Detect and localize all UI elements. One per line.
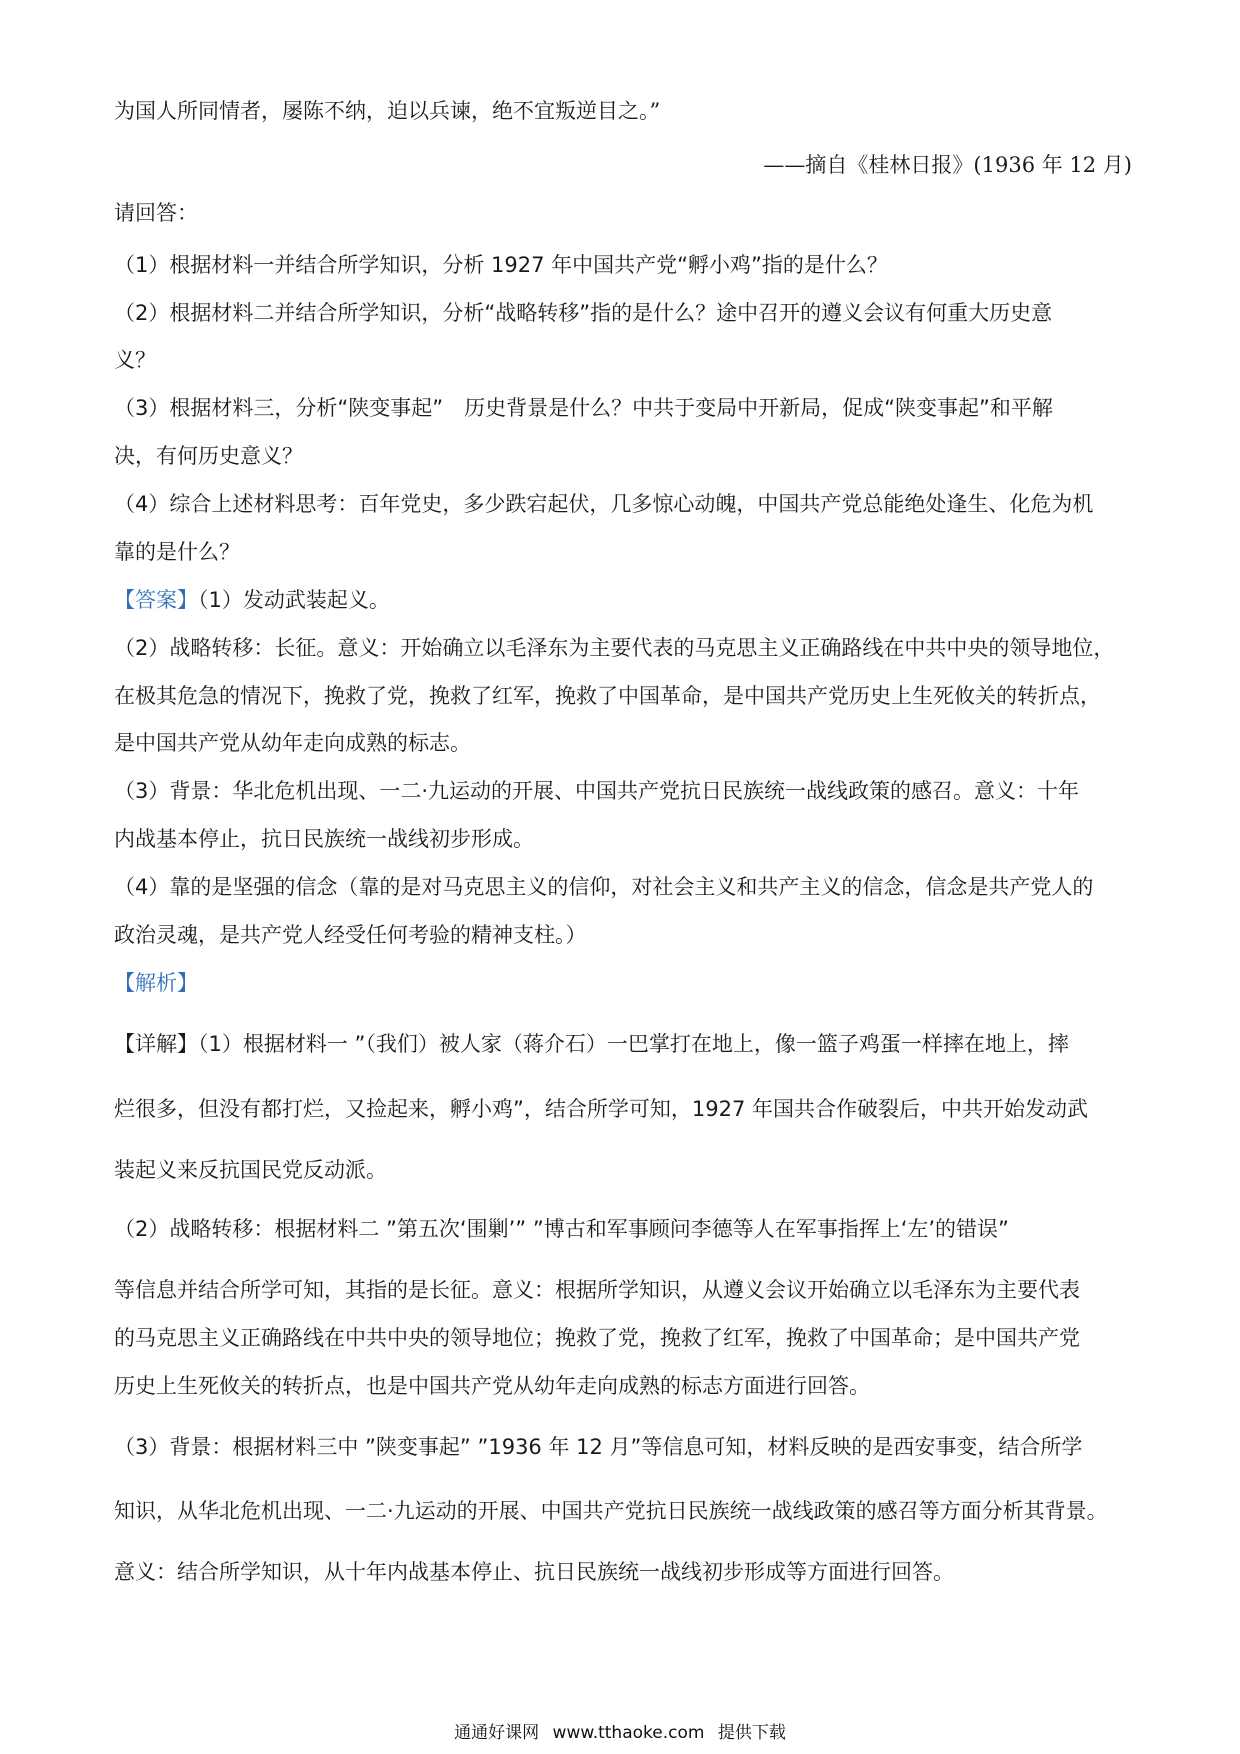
detail-2-line4: 历史上生死攸关的转折点，也是中国共产党从幼年走向成熟的标志方面进行回答。 <box>114 1374 870 1398</box>
detail-1-line3: 装起义来反抗国民党反动派。 <box>114 1158 387 1182</box>
answer-3-line1: （3）背景：华北危机出现、一二·九运动的开展、中国共产党抗日民族统一战线政策的感召。意义：十年 <box>114 779 1080 803</box>
analysis-tag: 【解析】 <box>114 971 198 995</box>
detail-2-line3: 的马克思主义正确路线在中共中央的领导地位；挽救了党，挽救了红军，挽救了中国革命；是中国共产党 <box>114 1326 1080 1350</box>
detail-1-line1 <box>114 1029 1134 1059</box>
question-3-line2: 决，有何历史意义？ <box>114 444 303 468</box>
question-2-line2: 义？ <box>114 348 156 372</box>
footer-site-name: 通通好课网 <box>454 1723 540 1743</box>
material-quote-end: 为国人所同情者，屡陈不纳，迫以兵谏，绝不宜叛逆目之。” <box>114 99 661 123</box>
answer-2-line1: （2）战略转移：长征。意义：开始确立以毛泽东为主要代表的马克思主义正确路线在中共中央的领导地位， <box>114 636 1115 660</box>
detail-2-line1: （2）战略转移：根据材料二 ”第五次‘围剿’” ”博古和军事顾问李德等人在军事指挥上‘左’的错误” <box>114 1217 1009 1241</box>
answer-4-line1: （4）靠的是坚强的信念（靠的是对马克思主义的信仰，对社会主义和共产主义的信念，信念是共产党人的 <box>114 875 1094 899</box>
answer-1: （1）发动武装起义。 <box>198 588 390 612</box>
question-4-line2: 靠的是什么？ <box>114 540 240 564</box>
answer-3-line2: 内战基本停止，抗日民族统一战线初步形成。 <box>114 827 534 851</box>
detail-2-line2: 等信息并结合所学可知，其指的是长征。意义：根据所学知识，从遵义会议开始确立以毛泽东为主要代表 <box>114 1278 1080 1302</box>
page-footer <box>0 1722 1240 1744</box>
detail-3-line2: 知识，从华北危机出现、一二·九运动的开展、中国共产党抗日民族统一战线政策的感召等方面分析其背景。 <box>114 1499 1108 1523</box>
question-1: （1）根据材料一并结合所学知识，分析 1927 年中国共产党“孵小鸡”指的是什么？ <box>114 253 888 277</box>
detail-1-text: （1）根据材料一 ”（我们）被人家（蒋介石）一巴掌打在地上，像一篮子鸡蛋一样摔在地上，摔 <box>198 1032 1069 1056</box>
answer-tag: 【答案】 <box>114 588 198 612</box>
question-2-line1: （2）根据材料二并结合所学知识，分析“战略转移”指的是什么？途中召开的遵义会议有何重大历史意 <box>114 301 1053 325</box>
answer-2-line2: 在极其危急的情况下，挽救了党，挽救了红军，挽救了中国革命，是中国共产党历史上生死攸关的转折点， <box>114 684 1101 708</box>
detail-3-line1: （3）背景：根据材料三中 ”陕变事起” ”1936 年 12 月”等信息可知，材料反映的是西安事变，结合所学 <box>114 1435 1083 1459</box>
footer-note: 提供下载 <box>717 1723 786 1743</box>
footer-url[interactable]: www.tthaoke.com <box>552 1723 705 1743</box>
detail-1-line2: 烂很多，但没有都打烂，又捡起来，孵小鸡”，结合所学可知，1927 年国共合作破裂后，中共开始发动武 <box>114 1097 1088 1121</box>
question-prompt: 请回答： <box>114 201 198 225</box>
question-4-line1: （4）综合上述材料思考：百年党史，多少跌宕起伏，几多惊心动魄，中国共产党总能绝处逢生、化危为机 <box>114 492 1094 516</box>
answer-1-row <box>114 585 1134 615</box>
question-3-line1: （3）根据材料三，分析“陕变事起” 历史背景是什么？中共于变局中开新局，促成“陕变事起”和平解 <box>114 396 1053 420</box>
detail-3-line3: 意义：结合所学知识，从十年内战基本停止、抗日民族统一战线初步形成等方面进行回答。 <box>114 1560 954 1584</box>
detail-tag: 【详解】 <box>114 1032 198 1056</box>
answer-4-line2: 政治灵魂，是共产党人经受任何考验的精神支柱。） <box>114 923 587 947</box>
answer-2-line3: 是中国共产党从幼年走向成熟的标志。 <box>114 731 471 755</box>
material-source: ——摘自《桂林日报》(1936 年 12 月) <box>763 153 1132 177</box>
